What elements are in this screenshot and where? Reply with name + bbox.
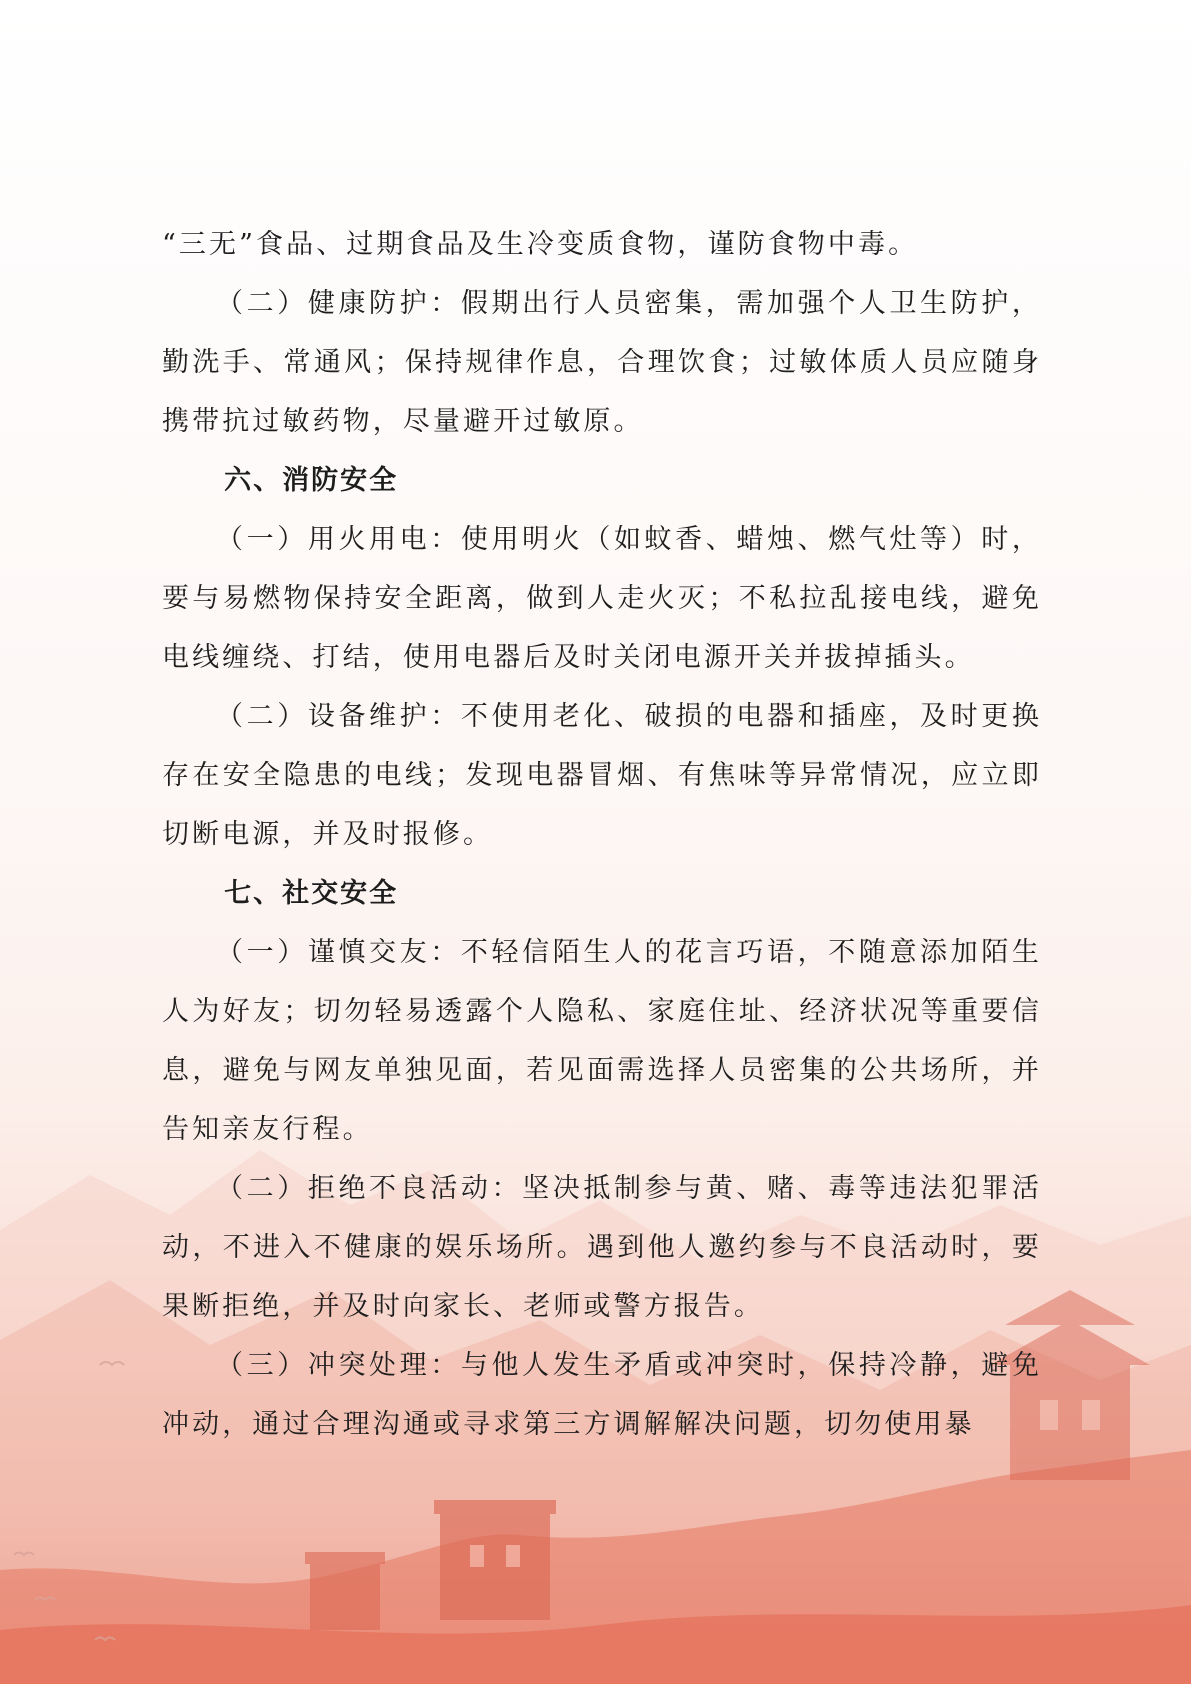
body-paragraph: （一）用火用电：使用明火（如蚊香、蜡烛、燃气灶等）时，要与易燃物保持安全距离，做到人走火灭；不私拉乱接电线，避免电线缠绕、打结，使用电器后及时关闭电源开关并拔掉插头。 — [162, 524, 1042, 673]
watchtower-left — [305, 1552, 385, 1630]
body-paragraph: （二）设备维护：不使用老化、破损的电器和插座，及时更换存在安全隐患的电线；发现电器冒烟、有焦味等异常情况，应立即切断电源，并及时报修。 — [162, 701, 1042, 850]
document-body — [162, 215, 1042, 1454]
body-paragraph: “三无”食品、过期食品及生冷变质食物，谨防食物中毒。 — [162, 229, 919, 260]
body-paragraph: （二）健康防护：假期出行人员密集，需加强个人卫生防护，勤洗手、常通风；保持规律作息，合理饮食；过敏体质人员应随身携带抗过敏药物，尽量避开过敏原。 — [162, 288, 1042, 437]
section-heading: 七、社交安全 — [224, 878, 399, 909]
section-heading: 六、消防安全 — [224, 465, 399, 496]
body-paragraph: （一）谨慎交友：不轻信陌生人的花言巧语，不随意添加陌生人为好友；切勿轻易透露个人隐私、家庭住址、经济状况等重要信息，避免与网友单独见面，若见面需选择人员密集的公共场所，并告知亲友行程。 — [162, 937, 1042, 1145]
watchtower-center — [434, 1500, 556, 1620]
body-paragraph: （二）拒绝不良活动：坚决抵制参与黄、赌、毒等违法犯罪活动，不进入不健康的娱乐场所。遇到他人邀约参与不良活动时，要果断拒绝，并及时向家长、老师或警方报告。 — [162, 1173, 1042, 1322]
body-paragraph: （三）冲突处理：与他人发生矛盾或冲突时，保持冷静，避免冲动，通过合理沟通或寻求第三方调解解决问题，切勿使用暴 — [162, 1350, 1042, 1440]
